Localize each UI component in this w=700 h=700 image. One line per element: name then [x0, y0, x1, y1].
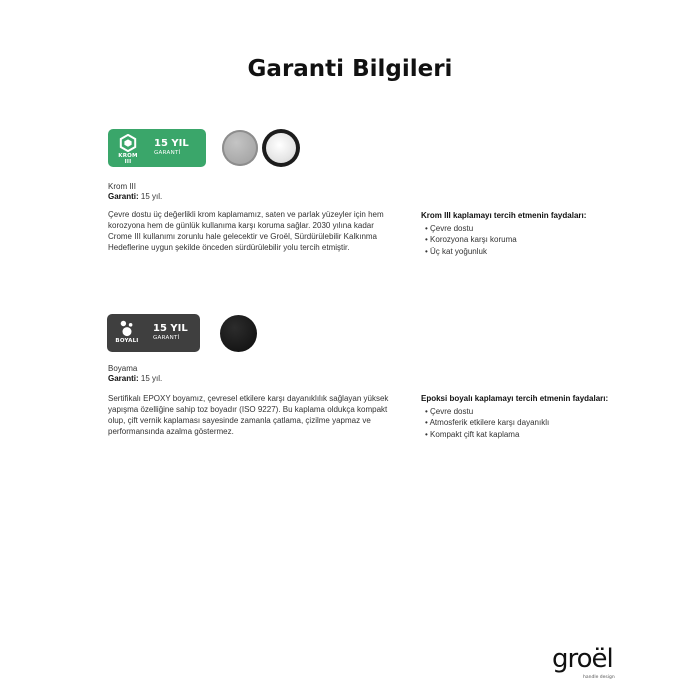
paint-drops-icon [118, 319, 136, 337]
groel-logo: groël [552, 644, 613, 674]
benefit-item: • Atmosferik etkilere karşı dayanıklı [421, 417, 608, 429]
benefit-item: • Çevre dostu [421, 406, 608, 418]
hexagon-icon [119, 134, 137, 152]
finish-name: Krom III [108, 182, 137, 191]
benefits-list [421, 406, 608, 441]
brand-tagline: handle design [583, 675, 615, 680]
hexagon-emblem [114, 134, 142, 165]
badge-years: 15 YIL [154, 138, 189, 149]
warranty-label: Garanti: [108, 374, 139, 383]
satin-chrome-swatch [222, 130, 258, 166]
badge-years: 15 YIL [153, 323, 188, 334]
benefits-title: Krom III kaplamayı tercih etmenin faydaları: [421, 211, 587, 220]
benefits-title: Epoksi boyalı kaplamayı tercih etmenin faydaları: [421, 394, 609, 403]
finish-name: Boyama [108, 364, 138, 373]
badge-emblem-label: KROM III [118, 153, 138, 165]
benefits-list [421, 223, 586, 258]
painted-warranty-badge [107, 314, 200, 352]
benefits-block [421, 210, 586, 257]
badge-warranty-text: GARANTİ [154, 150, 181, 156]
benefit-item: • Korozyona karşı koruma [421, 234, 586, 246]
warranty-label: Garanti: [108, 192, 139, 201]
krom-iii-warranty-badge [108, 129, 206, 167]
black-paint-swatch [220, 315, 257, 352]
benefit-item: • Üç kat yoğunluk [421, 246, 586, 258]
benefit-item: • Kompakt çift kat kaplama [421, 429, 608, 441]
warranty-value: 15 yıl. [140, 192, 163, 201]
glossy-chrome-face [266, 133, 296, 163]
benefits-block [421, 393, 608, 440]
badge-warranty-text: GARANTİ [153, 335, 180, 341]
page-title: Garanti Bilgileri [247, 56, 453, 82]
benefit-item: • Çevre dostu [421, 223, 586, 235]
warranty-line [108, 374, 162, 383]
warranty-value: 15 yıl. [140, 374, 163, 383]
finish-description: Sertifikalı EPOXY boyamız, çevresel etkilere karşı dayanıklılık sağlayan yüksek yapışma özelliğine sahip toz boyadır (ISO 9227). Bu kaplama oldukça kompakt olup, çift vernik kaplaması sayesinde zamanla çatlama, çizilme yapmaz ve performansında azalma göstermez. [108, 394, 389, 436]
finish-description: Çevre dostu üç değerlikli krom kaplamamız, saten ve parlak yüzeyler için hem korozyona hem de günlük kullanıma karşı koruma sağlar. 2030 yılına kadar Crome III kullanımı zorunlu hale gelecektir ve Groël, Sürdürülebilir Kalkınma Hedeflerine uygun şekilde önceden sürdürülebilir yolu tercih etmiştir. [108, 210, 384, 252]
badge-emblem-label: BOYALI [115, 338, 139, 344]
drops-emblem [113, 319, 141, 344]
warranty-line [108, 192, 162, 201]
glossy-chrome-swatch [262, 129, 300, 167]
